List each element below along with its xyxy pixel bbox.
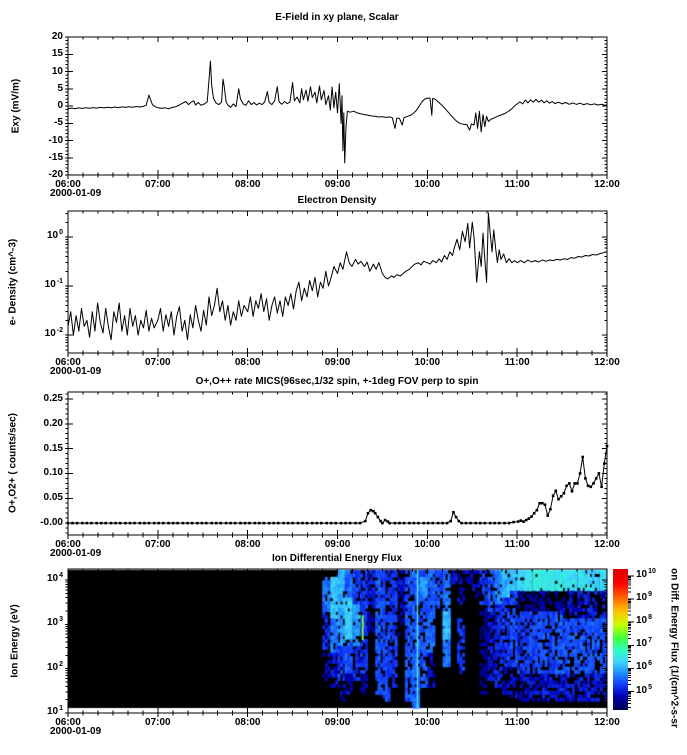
x-tick-label: 09:00: [324, 539, 351, 550]
panel2-date-label: 2000-01-09: [50, 366, 102, 377]
x-tick-label: 10:00: [414, 717, 441, 728]
colorbar-tick-label: $10^5$: [636, 683, 653, 696]
y-tick-label: $10^{-1}$: [44, 278, 63, 291]
y-tick-label: $10^4$: [46, 572, 63, 585]
x-tick-label: 07:00: [145, 357, 171, 368]
panel3-y-axis-label: O+,O2+ ( counts/sec): [7, 412, 19, 514]
panel1-title: E-Field in xy plane, Scalar: [275, 12, 399, 23]
y-tick-label: $10^{-2}$: [44, 327, 63, 340]
x-tick-label: 08:00: [234, 179, 261, 190]
x-tick-label: 10:00: [414, 539, 441, 550]
panel1-y-axis-label: Exy (mV/m): [10, 78, 22, 134]
x-tick-label: 11:00: [504, 539, 530, 550]
y-tick-label: $10^0$: [46, 229, 63, 242]
x-tick-label: 09:00: [324, 717, 351, 728]
y-tick-label: -15: [48, 151, 63, 163]
y-tick-label: -20: [48, 169, 63, 180]
colorbar-tick-label: $10^8$: [636, 614, 653, 627]
y-tick-label: 0: [57, 100, 63, 111]
y-tick-label: 0.20: [43, 417, 63, 429]
colorbar-label: on Diff. Energy Flux (1/(cm^2-s-sr: [668, 568, 680, 728]
x-tick-label: 11:00: [504, 717, 530, 728]
x-tick-label: 06:00: [55, 717, 81, 728]
x-tick-label: 12:00: [594, 539, 620, 550]
y-tick-label: $10^2$: [46, 660, 63, 673]
colorbar-tick-label: $10^9$: [636, 591, 653, 604]
y-tick-label: $10^1$: [46, 705, 63, 717]
x-tick-label: 07:00: [145, 539, 171, 550]
x-tick-label: 11:00: [504, 179, 530, 190]
colorbar-tick-label: $10^{10}$: [636, 567, 656, 580]
y-tick-label: 10: [51, 65, 63, 77]
x-tick-label: 07:00: [145, 179, 171, 190]
panel4-date-label: 2000-01-09: [50, 726, 102, 737]
panel1-date-label: 2000-01-09: [50, 188, 102, 199]
y-tick-label: -10: [48, 134, 63, 146]
x-tick-label: 12:00: [594, 717, 620, 728]
colorbar-tick-label: $10^6$: [636, 660, 653, 673]
panel2-y-axis-label: e- Density (cm^-3): [7, 238, 19, 326]
y-tick-label: $10^3$: [46, 616, 63, 629]
x-tick-label: 12:00: [594, 357, 620, 368]
y-tick-label: -0.00: [40, 517, 63, 529]
x-tick-label: 09:00: [324, 179, 351, 190]
panel3-title: O+,O++ rate MICS(96sec,1/32 spin, +-1deg FOV perp to spin: [195, 376, 479, 387]
x-tick-label: 06:00: [55, 357, 81, 368]
y-tick-label: 0.15: [43, 442, 63, 454]
x-tick-label: 06:00: [55, 539, 81, 550]
x-tick-label: 11:00: [504, 357, 530, 368]
x-tick-label: 08:00: [234, 717, 261, 728]
y-tick-label: 0.25: [43, 392, 63, 404]
panel3-date-label: 2000-01-09: [50, 548, 102, 559]
x-tick-label: 08:00: [234, 539, 261, 550]
x-tick-label: 10:00: [414, 357, 441, 368]
x-tick-label: 10:00: [414, 179, 441, 190]
y-tick-label: 15: [51, 48, 63, 60]
y-tick-label: 5: [57, 82, 63, 94]
x-tick-label: 06:00: [55, 179, 81, 190]
x-tick-label: 09:00: [324, 357, 351, 368]
y-tick-label: 20: [51, 31, 63, 42]
panel2-title: Electron Density: [297, 195, 377, 206]
y-tick-label: 0.05: [43, 492, 63, 504]
colorbar-tick-label: $10^7$: [636, 637, 653, 650]
y-tick-label: -5: [54, 117, 63, 129]
x-tick-label: 12:00: [594, 179, 620, 190]
x-tick-label: 07:00: [145, 717, 171, 728]
panel4-title: Ion Differential Energy Flux: [271, 553, 403, 564]
y-tick-label: 0.10: [43, 467, 63, 479]
x-tick-label: 08:00: [234, 357, 261, 368]
panel4-y-axis-label: Ion Energy (eV): [9, 604, 21, 678]
